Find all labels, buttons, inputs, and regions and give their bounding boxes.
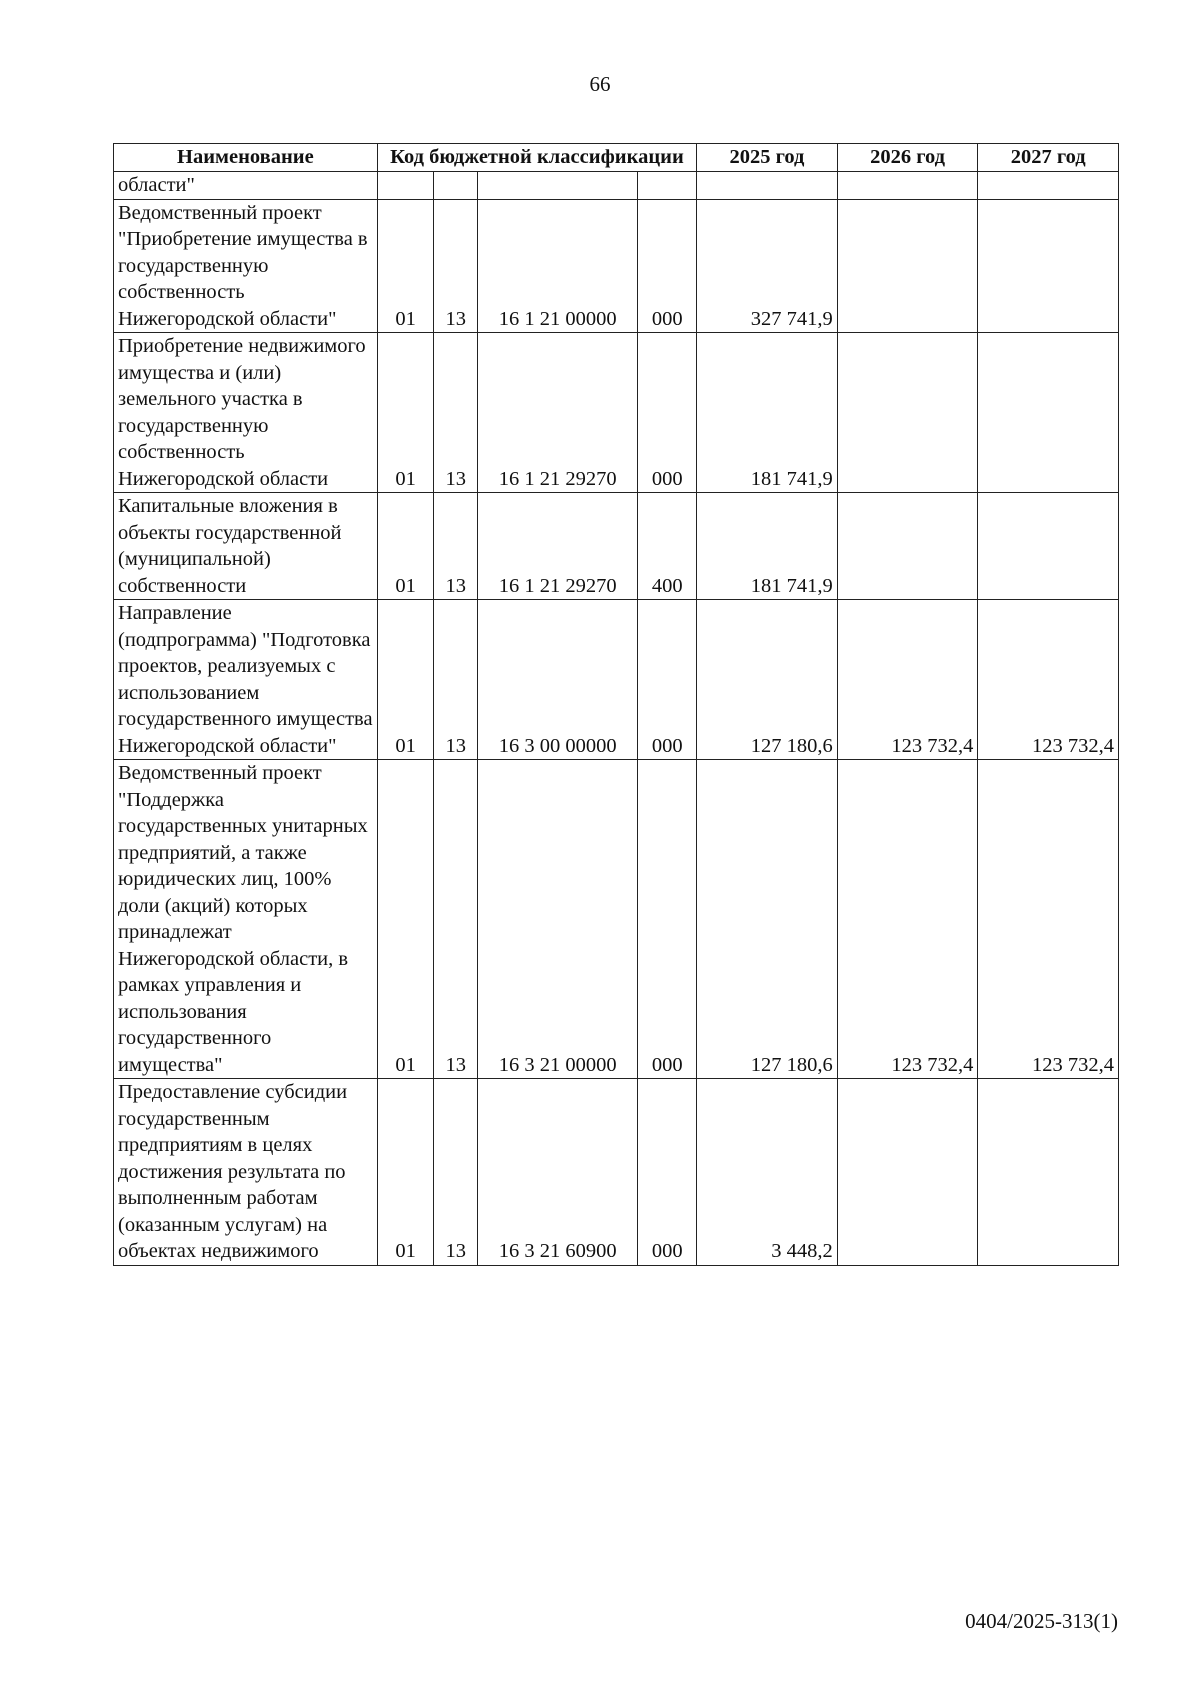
table-row	[114, 600, 1119, 760]
row-code-subsection: 13	[434, 493, 478, 600]
row-code-expense-type: 000	[638, 199, 697, 333]
row-value-2026	[837, 199, 978, 333]
document-code: 0404/2025-313(1)	[965, 1609, 1118, 1633]
row-code-section: 01	[377, 600, 434, 760]
row-code-expense-type: 400	[638, 493, 697, 600]
row-value-2025: 3 448,2	[697, 1079, 838, 1266]
row-value-2026: 123 732,4	[837, 760, 978, 1079]
row-value-2025: 327 741,9	[697, 199, 838, 333]
row-value-2027	[978, 333, 1119, 493]
header-2025: 2025 год	[697, 144, 838, 172]
row-name: Направление (подпрограмма) "Подготовка проектов, реализуемых с использованием государственного имущества Нижегородской области"	[114, 600, 378, 760]
row-value-2025: 127 180,6	[697, 600, 838, 760]
row-code-subsection: 13	[434, 1079, 478, 1266]
header-name: Наименование	[114, 144, 378, 172]
row-value-2026	[837, 172, 978, 200]
row-value-2026	[837, 333, 978, 493]
row-code-expense-type: 000	[638, 1079, 697, 1266]
row-code-target	[478, 172, 638, 200]
table-row	[114, 493, 1119, 600]
row-name: Капитальные вложения в объекты государственной (муниципальной) собственности	[114, 493, 378, 600]
page-number: 66	[589, 72, 611, 96]
row-code-target: 16 1 21 29270	[478, 333, 638, 493]
row-code-subsection: 13	[434, 199, 478, 333]
row-code-subsection: 13	[434, 760, 478, 1079]
table-row	[114, 1079, 1119, 1266]
row-code-section: 01	[377, 1079, 434, 1266]
row-code-section: 01	[377, 333, 434, 493]
row-code-expense-type: 000	[638, 333, 697, 493]
row-name: Предоставление субсидии государственным предприятиям в целях достижения результата по выполненным работам (оказанным услугам) на объектах недвижимого	[114, 1079, 378, 1266]
row-value-2026: 123 732,4	[837, 600, 978, 760]
table-row	[114, 760, 1119, 1079]
row-code-section: 01	[377, 199, 434, 333]
row-code-target: 16 3 00 00000	[478, 600, 638, 760]
row-value-2025	[697, 172, 838, 200]
table-header-row	[114, 144, 1119, 172]
row-value-2027	[978, 493, 1119, 600]
row-value-2025: 181 741,9	[697, 493, 838, 600]
row-code-target: 16 3 21 60900	[478, 1079, 638, 1266]
header-budget-code: Код бюджетной классификации	[377, 144, 696, 172]
row-value-2027	[978, 1079, 1119, 1266]
row-code-target: 16 1 21 00000	[478, 199, 638, 333]
table-row	[114, 199, 1119, 333]
row-value-2027: 123 732,4	[978, 600, 1119, 760]
row-name: Ведомственный проект "Приобретение имущества в государственную собственность Нижегородской области"	[114, 199, 378, 333]
row-name: Приобретение недвижимого имущества и (или) земельного участка в государственную собственность Нижегородской области	[114, 333, 378, 493]
row-value-2027	[978, 172, 1119, 200]
row-name: Ведомственный проект "Поддержка государственных унитарных предприятий, а также юридических лиц, 100% доли (акций) которых принадлежат Нижегородской области, в рамках управления и использования государственного имущества"	[114, 760, 378, 1079]
row-code-subsection: 13	[434, 333, 478, 493]
header-2026: 2026 год	[837, 144, 978, 172]
row-code-expense-type: 000	[638, 760, 697, 1079]
row-value-2026	[837, 493, 978, 600]
row-value-2027: 123 732,4	[978, 760, 1119, 1079]
row-code-expense-type: 000	[638, 600, 697, 760]
row-code-section: 01	[377, 760, 434, 1079]
table-row	[114, 333, 1119, 493]
budget-table	[113, 143, 1119, 1266]
header-2027: 2027 год	[978, 144, 1119, 172]
row-code-subsection	[434, 172, 478, 200]
row-code-section: 01	[377, 493, 434, 600]
row-name: области"	[114, 172, 378, 200]
row-value-2025: 127 180,6	[697, 760, 838, 1079]
row-code-expense-type	[638, 172, 697, 200]
row-code-subsection: 13	[434, 600, 478, 760]
row-value-2025: 181 741,9	[697, 333, 838, 493]
row-code-target: 16 1 21 29270	[478, 493, 638, 600]
row-value-2027	[978, 199, 1119, 333]
row-value-2026	[837, 1079, 978, 1266]
row-code-target: 16 3 21 00000	[478, 760, 638, 1079]
row-code-section	[377, 172, 434, 200]
table-row	[114, 172, 1119, 200]
